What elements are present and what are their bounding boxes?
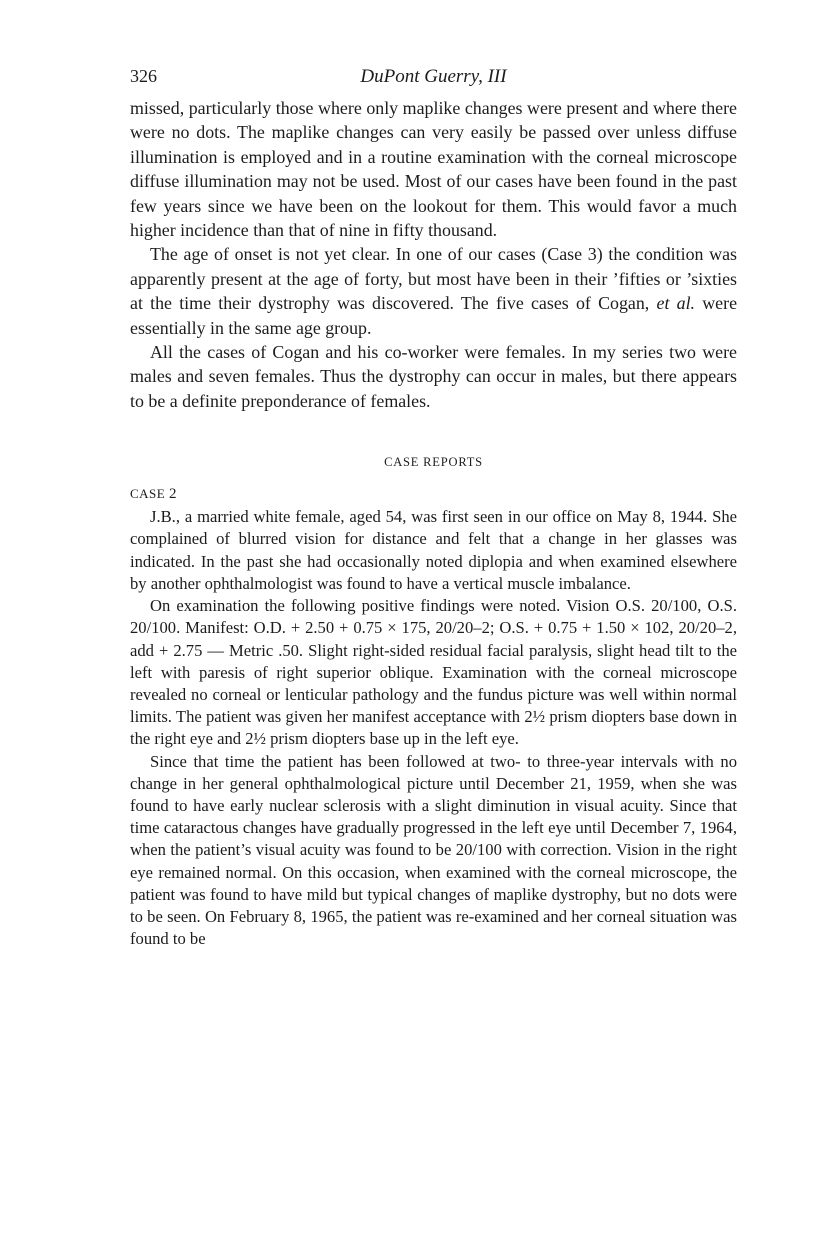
- section-heading-case-reports: CASE REPORTS: [384, 455, 483, 470]
- case-paragraph-examination: On examination the following positive findings were noted. Vision O.S. 20/100, O.S. 20/100. Manifest: O.D. + 2.50 + 0.75 × 175, 20/20–2; O.S. + 0.75 + 1.50 × 102, 20/20–2, add + 2.75 — Metric .50. Slight right-sided residual facial paralysis, slight head tilt to the left with paresis of right superior oblique. Examination with the corneal microscope revealed no corneal or lenticular pathology and the fundus picture was well within normal limits. The patient was given her manifest acceptance with 2½ prism diopters base down in the right eye and 2½ prism diopters base up in the left eye.: [130, 596, 737, 749]
- paragraph-age-text-b: were essentially in the same age group.: [130, 293, 738, 338]
- paragraph-age-text-a: The age of onset is not yet clear. In one of our cases (Case 3) the condition was apparently present at the age of forty, but most have been in their ’fifties or ’sixties at the time their dystrophy was discovered. The five cases of Cogan,: [130, 244, 737, 314]
- case-paragraph-followup: Since that time the patient has been followed at two- to three-year intervals with no change in her general ophthalmological picture until December 21, 1959, when she was found to have early nuclear sclerosis with a slight diminution in visual acuity. Since that time cataractous changes have gradually progressed in the left eye until December 7, 1964, when the patient’s visual acuity was found to be 20/100 with correction. Vision in the right eye remained normal. On this occasion, when examined with the corneal microscope, the patient was found to have mild but typical changes of maplike dystrophy, but no dots were to be seen. On February 8, 1965, the patient was re-examined and her corneal situation was found to be: [130, 751, 737, 949]
- case-label-word: CASE: [130, 486, 166, 502]
- paragraph-sex-distribution: All the cases of Cogan and his co-worker were females. In my series two were males and seven females. Thus the dystrophy can occur in males, but there appears to be a definite preponderance of females.: [130, 342, 737, 411]
- paragraph-incidence: missed, particularly those where only maplike changes were present and where there were no dots. The maplike changes can very easily be passed over unless diffuse illumination is employed and in a routine examination with the corneal microscope diffuse illumination may not be used. Most of our cases have been found in the past few years since we have been on the lookout for them. This would favor a much higher incidence than that of nine in fifty thousand.: [130, 98, 737, 241]
- paragraph-age-italic: et al.: [656, 293, 696, 314]
- case-paragraph-history: J.B., a married white female, aged 54, was first seen in our office on May 8, 1944. She complained of blurred vision for distance and felt that a change in her glasses was indicated. In the past she had occasionally noted diplopia and when examined elsewhere by another ophthalmologist was found to have a vertical muscle imbalance.: [130, 507, 737, 593]
- page: [130, 66, 737, 950]
- case-label-number: 2: [168, 486, 177, 503]
- paragraph-age-of-onset: [130, 242, 737, 340]
- running-head: [130, 66, 737, 96]
- case-label: [130, 486, 737, 503]
- page-number: 326: [130, 66, 157, 86]
- running-head-author: DuPont Guerry, III: [360, 66, 507, 87]
